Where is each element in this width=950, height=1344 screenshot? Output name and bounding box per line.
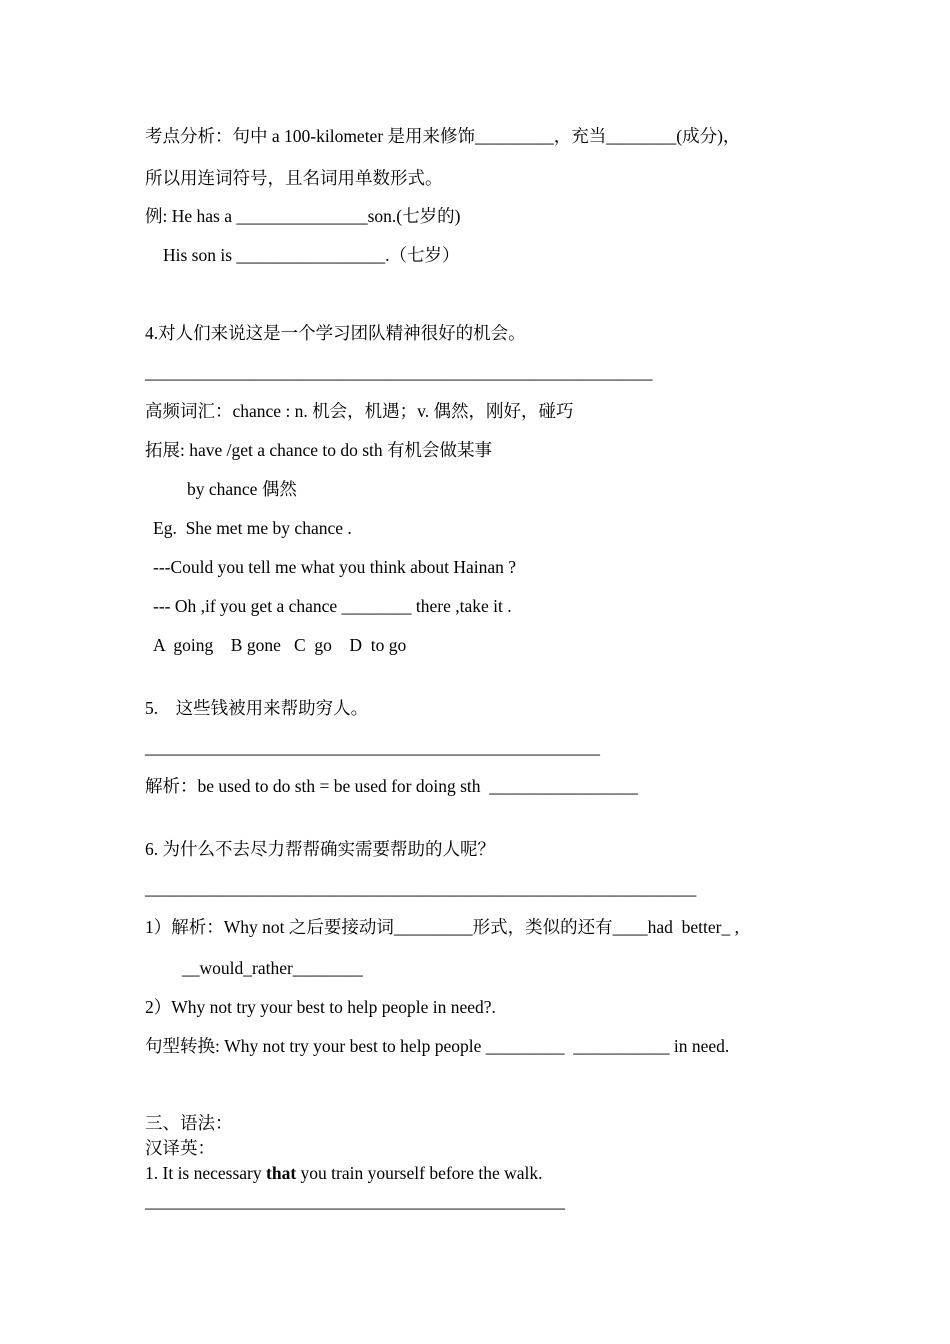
- analysis-6-line-3: 2）Why not try your best to help people in need?.: [145, 997, 496, 1017]
- exam-point-line-1: 考点分析：句中 a 100-kilometer 是用来修饰_________，充当________(成分)，: [145, 126, 741, 146]
- extension-line: 拓展: have /get a chance to do sth 有机会做某事: [145, 440, 493, 460]
- analysis-6-line-2: __would_rather________: [182, 958, 363, 978]
- translate-heading: 汉译英：: [145, 1138, 215, 1158]
- choices-line: A going B gone C go D to go: [153, 635, 407, 655]
- eg-line: Eg. She met me by chance .: [153, 518, 352, 538]
- section-grammar-heading: 三、语法：: [145, 1113, 233, 1133]
- grammar-item-1-pre: 1. It is necessary: [145, 1163, 267, 1183]
- question-6: 6. 为什么不去尽力帮帮确实需要帮助的人呢？: [145, 839, 495, 859]
- question-5: 5. 这些钱被用来帮助穷人。: [145, 698, 369, 718]
- exam-point-line-2: 所以用连词符号，且名词用单数形式。: [145, 168, 443, 188]
- question-4: 4.对人们来说这是一个学习团队精神很好的机会。: [145, 323, 526, 343]
- analysis-5: 解析：be used to do sth = be used for doing sth _________________: [145, 776, 639, 796]
- analysis-6-line-1: 1）解析：Why not 之后要接动词_________形式，类似的还有____had better_ ,: [145, 917, 739, 937]
- answer-blank-5: ____________________________________________________: [145, 737, 600, 757]
- example-line-1: 例: He has a _______________son.(七岁的): [145, 206, 461, 226]
- answer-blank-grammar-1: ________________________________________________: [145, 1191, 565, 1211]
- answer-blank-4: __________________________________________________________: [145, 362, 653, 382]
- dialog-line-1: ---Could you tell me what you think about Hainan ?: [153, 557, 517, 577]
- grammar-item-1-post: you train yourself before the walk.: [296, 1163, 543, 1183]
- extension-by-chance: by chance 偶然: [187, 479, 297, 499]
- grammar-item-1: [145, 1162, 543, 1184]
- dialog-line-2: --- Oh ,if you get a chance ________ there ,take it .: [153, 596, 512, 616]
- grammar-item-1-bold: that: [266, 1163, 297, 1183]
- vocab-line: 高频词汇：chance : n. 机会，机遇；v. 偶然，刚好，碰巧: [145, 401, 574, 421]
- sentence-transform: 句型转换: Why not try your best to help people _________ ___________ in need.: [145, 1036, 730, 1056]
- example-line-2: His son is _________________.（七岁）: [163, 245, 460, 265]
- answer-blank-6: _______________________________________________________________: [145, 878, 697, 898]
